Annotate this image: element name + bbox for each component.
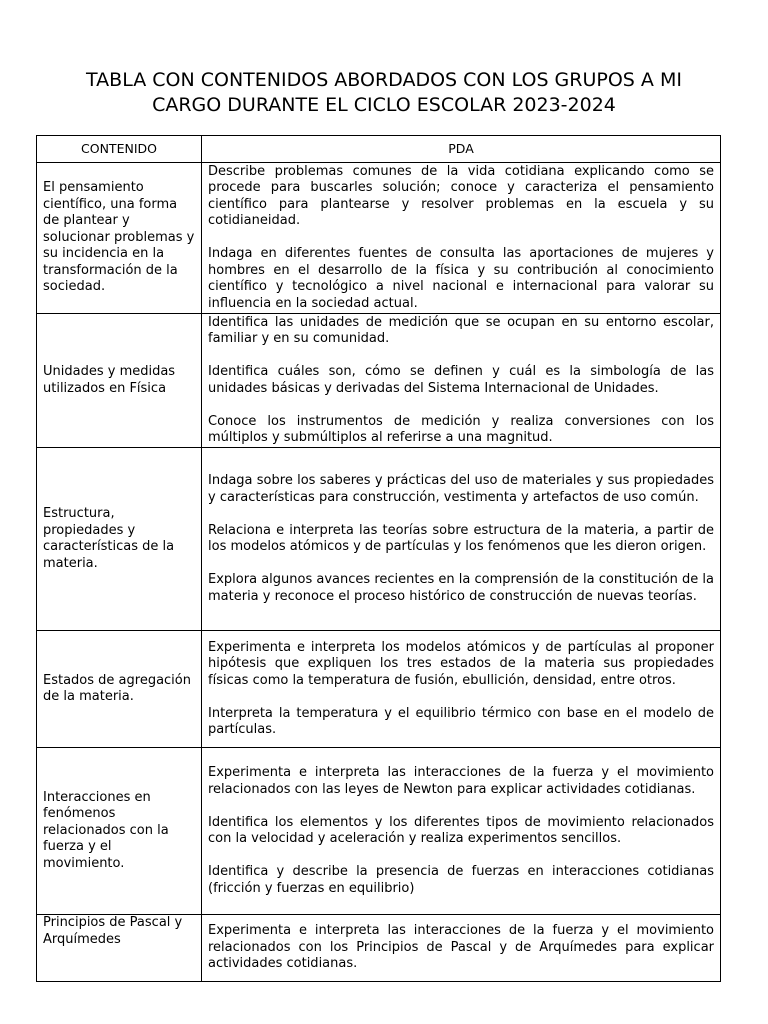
pda-cell	[202, 314, 721, 448]
table-row	[37, 163, 721, 314]
pda-item: Identifica las unidades de medición que se ocupan en su entorno escolar, familiar y en su comunidad.	[208, 314, 714, 346]
contenido-cell: El pensamiento científico, una forma de plantear y solucionar problemas y su incidencia en la transformación de la sociedad.	[37, 163, 202, 314]
table-row	[37, 915, 721, 982]
contents-table	[36, 135, 721, 982]
pda-cell	[202, 631, 721, 748]
contenido-cell: Unidades y medidas utilizados en Física	[37, 314, 202, 448]
table-row	[37, 631, 721, 748]
contenido-cell: Principios de Pascal y Arquímedes	[37, 915, 202, 982]
pda-item: Indaga en diferentes fuentes de consulta las aportaciones de mujeres y hombres en el desarrollo de la física y su contribución al conocimiento científico y tecnológico a nivel nacional e internacional para valorar su influencia en la sociedad actual.	[208, 246, 714, 311]
contenido-cell: Interacciones en fenómenos relacionados con la fuerza y el movimiento.	[37, 748, 202, 915]
table-row	[37, 314, 721, 448]
pda-item: Describe problemas comunes de la vida cotidiana explicando como se procede para buscarles solución; conoce y caracteriza el pensamiento científico para plantearse y resolver problemas en la escuela y su cotidianeidad.	[208, 163, 714, 229]
document-title	[36, 68, 732, 118]
header-pda: PDA	[202, 136, 721, 163]
pda-item: Identifica cuáles son, cómo se definen y cuál es la simbología de las unidades básicas y derivadas del Sistema Internacional de Unidades.	[208, 364, 714, 396]
contenido-cell: Estados de agregación de la materia.	[37, 631, 202, 748]
pda-cell	[202, 748, 721, 915]
pda-cell	[202, 448, 721, 631]
contenido-cell: Estructura, propiedades y características de la materia.	[37, 448, 202, 631]
header-contenido: CONTENIDO	[37, 136, 202, 163]
pda-cell	[202, 163, 721, 314]
pda-item: Identifica y describe la presencia de fuerzas en interacciones cotidianas (fricción y fuerzas en equilibrio)	[208, 864, 714, 896]
pda-item: Indaga sobre los saberes y prácticas del uso de materiales y sus propiedades y características para construcción, vestimenta y artefactos de uso común.	[208, 473, 714, 505]
document-title-line-1: TABLA CON CONTENIDOS ABORDADOS CON LOS GRUPOS A MI	[86, 69, 682, 91]
pda-item: Experimenta e interpreta las interacciones de la fuerza y el movimiento relacionados con los Principios de Pascal y de Arquímedes para explicar actividades cotidianas.	[208, 923, 714, 972]
document-title-line-2: CARGO DURANTE EL CICLO ESCOLAR 2023-2024	[152, 94, 616, 116]
table-header-row	[37, 136, 721, 163]
pda-item: Experimenta e interpreta los modelos atómicos y de partículas al proponer hipótesis que expliquen los tres estados de la materia sus propiedades físicas como la temperatura de fusión, ebullición, densidad, entre otros.	[208, 639, 714, 688]
pda-cell	[202, 915, 721, 982]
pda-item: Interpreta la temperatura y el equilibrio térmico con base en el modelo de partículas.	[208, 705, 714, 737]
table-row	[37, 748, 721, 915]
pda-item: Experimenta e interpreta las interacciones de la fuerza y el movimiento relacionados con las leyes de Newton para explicar actividades cotidianas.	[208, 765, 714, 797]
pda-item: Identifica los elementos y los diferentes tipos de movimiento relacionados con la velocidad y aceleración y realiza experimentos sencillos.	[208, 814, 714, 846]
table-row	[37, 448, 721, 631]
pda-item: Conoce los instrumentos de medición y realiza conversiones con los múltiplos y submúltiplos al referirse a una magnitud.	[208, 413, 714, 445]
pda-item: Relaciona e interpreta las teorías sobre estructura de la materia, a partir de los modelos atómicos y de partículas y los fenómenos que les dieron origen.	[208, 522, 714, 554]
pda-item: Explora algunos avances recientes en la comprensión de la constitución de la materia y reconoce el proceso histórico de construcción de nuevas teorías.	[208, 572, 714, 604]
